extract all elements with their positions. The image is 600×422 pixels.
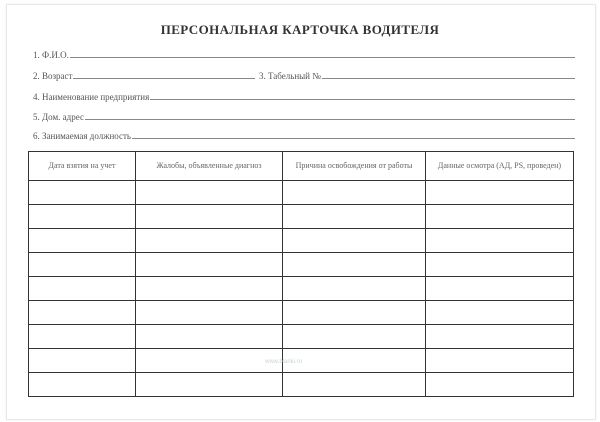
- table-cell[interactable]: [283, 349, 426, 373]
- table-cell[interactable]: [426, 181, 574, 205]
- table-cell[interactable]: [426, 277, 574, 301]
- table-row: [29, 253, 574, 277]
- header-release-reason: Причина освобождения от работы: [283, 152, 426, 181]
- table-cell[interactable]: [426, 229, 574, 253]
- table-cell[interactable]: [136, 325, 283, 349]
- table-cell[interactable]: [29, 301, 136, 325]
- table-cell[interactable]: [136, 253, 283, 277]
- table-cell[interactable]: [426, 301, 574, 325]
- header-complaints: Жалобы, объявленные диагноз: [136, 152, 283, 181]
- table-row: [29, 373, 574, 397]
- table-header-row: [29, 152, 574, 181]
- form-title: ПЕРСОНАЛЬНАЯ КАРТОЧКА ВОДИТЕЛЯ: [160, 22, 440, 37]
- table-cell[interactable]: [136, 181, 283, 205]
- position-field[interactable]: [33, 127, 575, 141]
- watermark: www.blanki.ru: [265, 359, 303, 365]
- tab-number-field[interactable]: [259, 67, 575, 81]
- table-cell[interactable]: [283, 253, 426, 277]
- table-row: [29, 181, 574, 205]
- fio-field[interactable]: [33, 46, 575, 60]
- table-row: [29, 277, 574, 301]
- table-cell[interactable]: [29, 325, 136, 349]
- position-line: [132, 138, 575, 139]
- age-line: [73, 78, 255, 79]
- address-label: 5. Дом. адрес: [33, 112, 84, 122]
- enterprise-line: [150, 99, 575, 100]
- table-cell[interactable]: [29, 277, 136, 301]
- table-cell[interactable]: [283, 301, 426, 325]
- table-cell[interactable]: [283, 181, 426, 205]
- table-cell[interactable]: [29, 253, 136, 277]
- table-row: [29, 229, 574, 253]
- enterprise-field[interactable]: [33, 88, 575, 102]
- table-cell[interactable]: [426, 325, 574, 349]
- table-cell[interactable]: [426, 373, 574, 397]
- header-exam-data: Данные осмотра (АД, PS, проведен): [426, 152, 574, 181]
- table-cell[interactable]: [29, 205, 136, 229]
- table-cell[interactable]: [29, 349, 136, 373]
- age-field[interactable]: [33, 67, 255, 81]
- fio-line: [70, 57, 575, 58]
- table-cell[interactable]: [29, 181, 136, 205]
- table-cell[interactable]: [426, 205, 574, 229]
- header-registration-date: Дата взятия на учет: [29, 152, 136, 181]
- table-cell[interactable]: [136, 373, 283, 397]
- table-cell[interactable]: [283, 229, 426, 253]
- table-row: [29, 205, 574, 229]
- table-cell[interactable]: [283, 325, 426, 349]
- address-line: [85, 119, 575, 120]
- tab-number-label: 3. Табельный №: [259, 71, 321, 81]
- table-cell[interactable]: [283, 205, 426, 229]
- address-field[interactable]: [33, 108, 575, 122]
- table-cell[interactable]: [136, 301, 283, 325]
- table-cell[interactable]: [426, 253, 574, 277]
- enterprise-label: 4. Наименование предприятия: [33, 92, 150, 102]
- table-cell[interactable]: [283, 373, 426, 397]
- fio-label: 1. Ф.И.О.: [33, 50, 69, 60]
- table-cell[interactable]: [136, 205, 283, 229]
- table-cell[interactable]: [136, 349, 283, 373]
- position-label: 6. Занимаемая должность: [33, 131, 132, 141]
- table-cell[interactable]: [283, 277, 426, 301]
- table-row: [29, 325, 574, 349]
- age-label: 2. Возраст: [33, 71, 73, 81]
- table-cell[interactable]: [426, 349, 574, 373]
- table-cell[interactable]: [29, 229, 136, 253]
- table-row: [29, 301, 574, 325]
- tab-number-line: [322, 78, 575, 79]
- table-cell[interactable]: [136, 229, 283, 253]
- table-cell[interactable]: [136, 277, 283, 301]
- table-cell[interactable]: [29, 373, 136, 397]
